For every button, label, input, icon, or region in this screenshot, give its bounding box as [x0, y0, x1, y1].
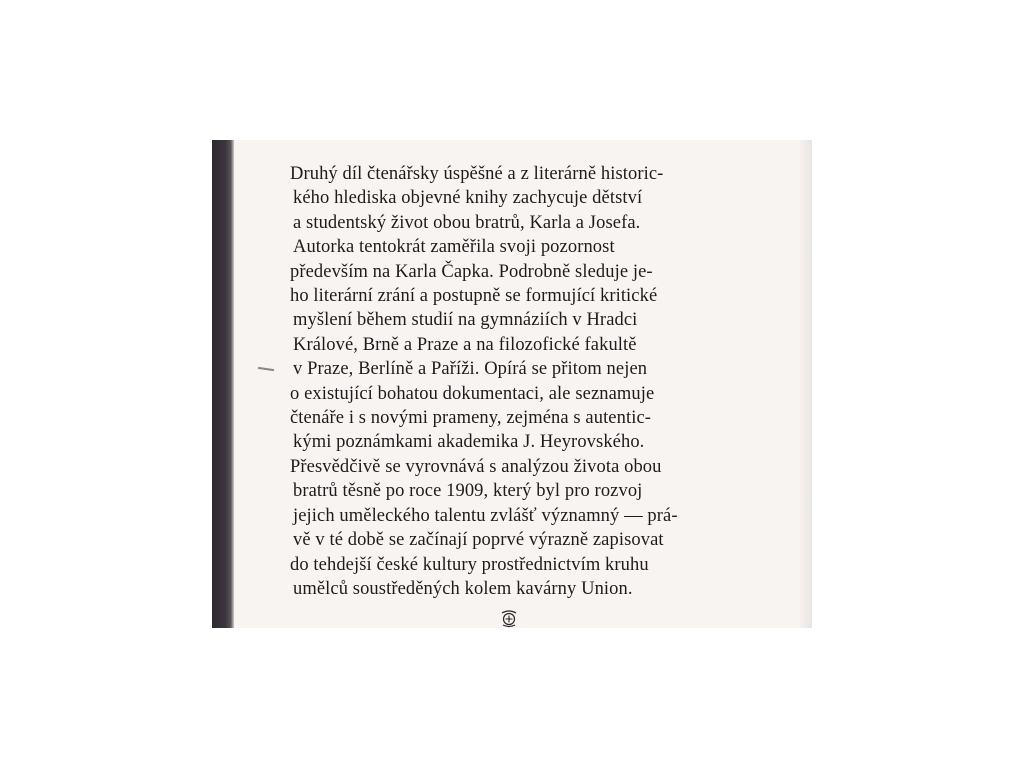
text-line: ho literární zrání a postupně se formující kritické: [290, 286, 658, 307]
text-line: Přesvědčivě se vyrovnává s analýzou života obou: [290, 456, 662, 477]
text-line: myšlení během studií na gymnáziích v Hradci: [293, 310, 638, 331]
text-line: umělců soustředěných kolem kavárny Union.: [293, 578, 633, 599]
book-spine-shadow: [212, 140, 234, 628]
text-line: čtenáře i s novými prameny, zejména s autentic-: [290, 408, 652, 429]
text-line: vě v té době se začínají poprvé výrazně zapisovat: [293, 530, 664, 551]
blurb-text: [290, 162, 750, 601]
scanned-back-cover: [212, 140, 812, 628]
text-line: bratrů těsně po roce 1909, který byl pro rozvoj: [293, 481, 643, 502]
text-line: jejich uměleckého talentu zvlášť významný — prá-: [293, 505, 678, 526]
text-line: především na Karla Čapka. Podrobně sleduje je-: [290, 261, 653, 282]
text-line: do tehdejší české kultury prostřednictvím kruhu: [290, 554, 649, 575]
text-line: a studentský život obou bratrů, Karla a Josefa.: [293, 212, 641, 233]
text-line: v Praze, Berlíně a Paříži. Opírá se přitom nejen: [293, 359, 648, 380]
text-line: Autorka tentokrát zaměřila svoji pozornost: [293, 237, 615, 258]
text-line: kého hlediska objevné knihy zachycuje dětství: [293, 188, 643, 209]
text-line: Králové, Brně a Praze a na filozofické fakultě: [293, 334, 637, 355]
margin-mark: [258, 367, 274, 371]
page-edge-shadow: [800, 140, 812, 628]
text-line: o existující bohatou dokumentaci, ale seznamuje: [290, 383, 655, 404]
text-line: Druhý díl čtenářsky úspěšné a z literárně historic-: [290, 164, 664, 184]
text-line: kými poznámkami akademika J. Heyrovského.: [293, 432, 645, 453]
publisher-logo-icon: [499, 608, 519, 628]
